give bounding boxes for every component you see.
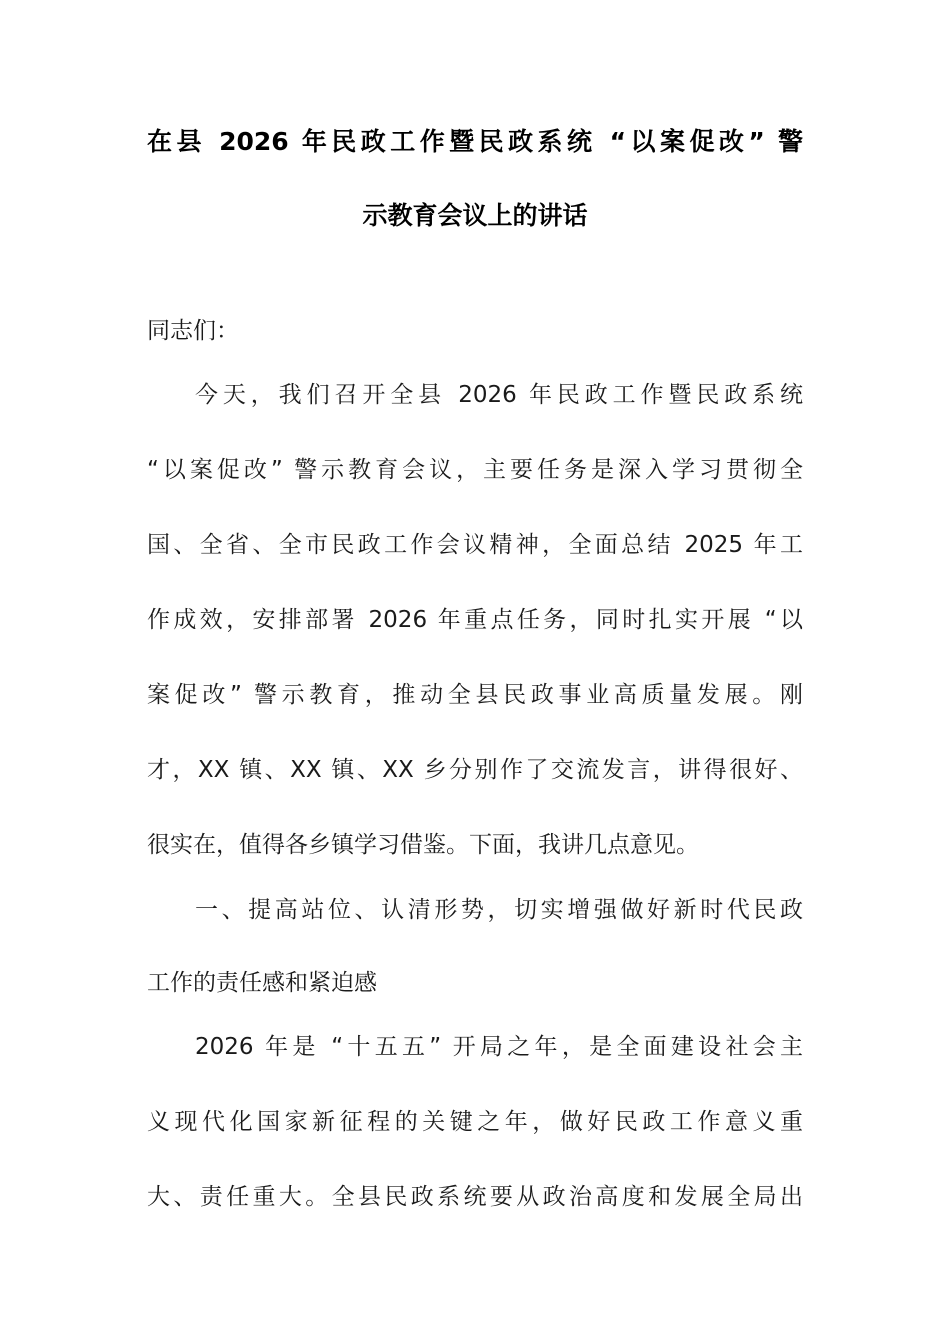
section-heading-1-line-1: 一、提高站位、认清形势，切实增强做好新时代民政 [195, 897, 803, 923]
paragraph-1-line-1: 今天，我们召开全县 2026 年民政工作暨民政系统 [195, 382, 803, 408]
paragraph-1-line-4: 作成效，安排部署 2026 年重点任务，同时扎实开展 “以 [147, 607, 803, 633]
paragraph-1-line-5: 案促改” 警示教育，推动全县民政事业高质量发展。刚 [147, 682, 803, 708]
salutation: 同志们： [147, 318, 239, 344]
paragraph-1-line-2: “以案促改” 警示教育会议，主要任务是深入学习贯彻全 [147, 457, 803, 483]
paragraph-2-line-2: 义现代化国家新征程的关键之年，做好民政工作意义重 [147, 1109, 803, 1135]
paragraph-2-line-3: 大、责任重大。全县民政系统要从政治高度和发展全局出 [147, 1184, 803, 1210]
document-title-line-2: 示教育会议上的讲话 [362, 201, 588, 230]
paragraph-1-line-7: 很实在，值得各乡镇学习借鉴。下面，我讲几点意见。 [147, 832, 699, 858]
paragraph-1-line-3: 国、全省、全市民政工作会议精神，全面总结 2025 年工 [147, 532, 803, 558]
document-title-line-1: 在县 2026 年民政工作暨民政系统 “以案促改” 警 [147, 127, 803, 156]
paragraph-1-line-6: 才，XX 镇、XX 镇、XX 乡分别作了交流发言，讲得很好、 [147, 757, 803, 783]
section-heading-1-line-2: 工作的责任感和紧迫感 [147, 970, 377, 996]
paragraph-2-line-1: 2026 年是 “十五五” 开局之年，是全面建设社会主 [195, 1034, 803, 1060]
